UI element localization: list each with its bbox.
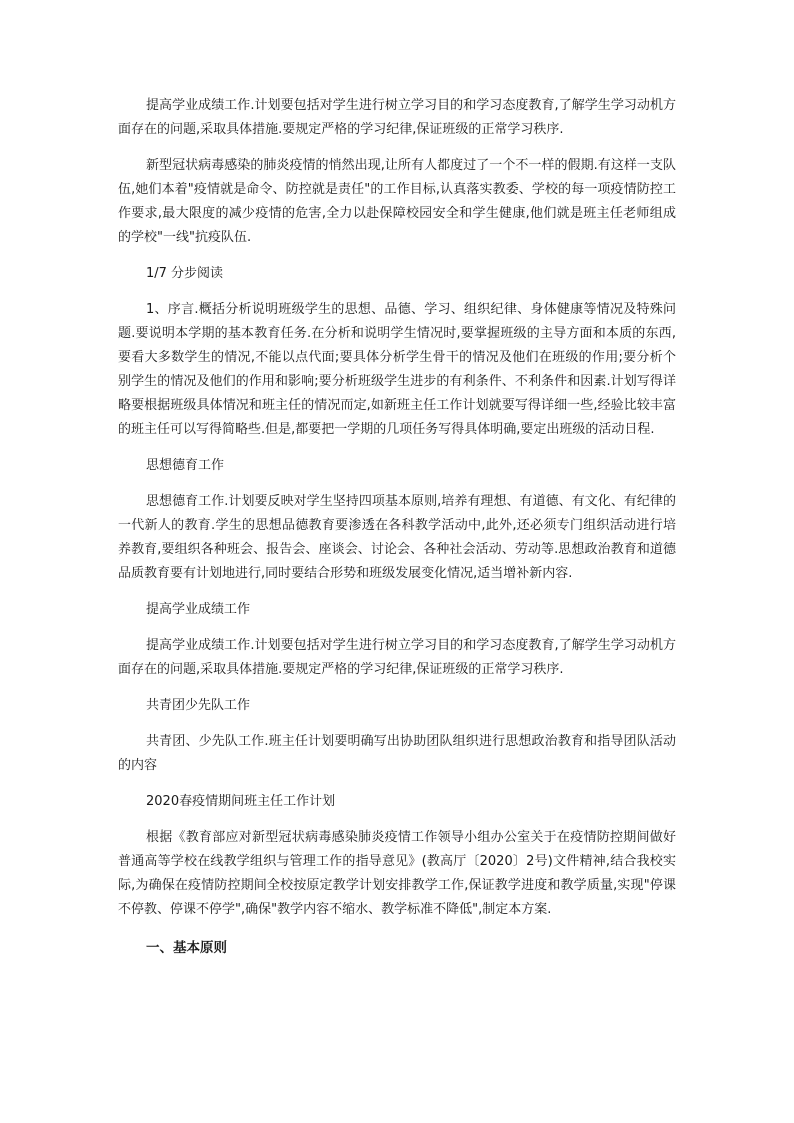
paragraph-intro-academic: 提高学业成绩工作.计划要包括对学生进行树立学习目的和学习态度教育,了解学生学习动机方面存在的问题,采取具体措施.要规定严格的学习纪律,保证班级的正常学习秩序. — [118, 98, 676, 137]
heading-2020-plan: 2020春疫情期间班主任工作计划 — [146, 794, 336, 809]
heading-basic-principles: 一、基本原则 — [146, 940, 227, 956]
paragraph-epidemic-team: 新型冠状病毒感染的肺炎疫情的悄然出现,让所有人都度过了一个不一样的假期.有这样一支队伍,她们本着"疫情就是命令、防控就是责任"的工作目标,认真落实教委、学校的每一项疫情防控工作要求,最大限度的减少疫情的危害,全力以赴保障校园安全和学生健康,他们就是班主任老师组成的学校"一线"抗疫队伍. — [118, 158, 676, 245]
paragraph-academic-performance: 提高学业成绩工作.计划要包括对学生进行树立学习目的和学习态度教育,了解学生学习动机方面存在的问题,采取具体措施.要规定严格的学习纪律,保证班级的正常学习秩序. — [118, 638, 676, 677]
paragraph-preface: 1、序言.概括分析说明班级学生的思想、品德、学习、组织纪律、身体健康等情况及特殊问题.要说明本学期的基本教育任务.在分析和说明学生情况时,要掌握班级的主导方面和本质的东西,要看大多数学生的情况,不能以点代面;要具体分析学生骨干的情况及他们在班级的作用;要分析个别学生的情况及他们的作用和影响;要分析班级学生进步的有利条件、不利条件和因素.计划写得详略要根据班级具体情况和班主任的情况而定,如新班主任工作计划就要写得详细一些,经验比较丰富的班主任可以写得简略些.但是,都要把一学期的几项任务写得具体明确,要定出班级的活动日程. — [118, 302, 676, 437]
paragraph-moral-education: 思想德育工作.计划要反映对学生坚持四项基本原则,培养有理想、有道德、有文化、有纪律的一代新人的教育.学生的思想品德教育要渗透在各科教学活动中,此外,还必须专门组织活动进行培养教育,要组织各种班会、报告会、座谈会、讨论会、各种社会活动、劳动等.思想政治教育和道德品质教育要有计划地进行,同时要结合形势和班级发展变化情况,适当增补新内容. — [118, 494, 676, 581]
paragraph-youth-league: 共青团、少先队工作.班主任计划要明确写出协助团队组织进行思想政治教育和指导团队活动的内容 — [118, 734, 676, 773]
heading-moral-education: 思想德育工作 — [146, 458, 225, 473]
heading-academic-performance: 提高学业成绩工作 — [146, 602, 251, 617]
step-reading-label: 1/7 分步阅读 — [146, 266, 224, 281]
paragraph-2020-plan: 根据《教育部应对新型冠状病毒感染肺炎疫情工作领导小组办公室关于在疫情防控期间做好普通高等学校在线教学组织与管理工作的指导意见》(教高厅〔2020〕2号)文件精神,结合我校实际,为确保在疫情防控期间全校按原定教学计划安排教学工作,保证教学进度和教学质量,实现"停课不停教、停课不停学",确保"教学内容不缩水、教学标准不降低",制定本方案. — [118, 830, 676, 917]
heading-youth-league: 共青团少先队工作 — [146, 698, 251, 713]
